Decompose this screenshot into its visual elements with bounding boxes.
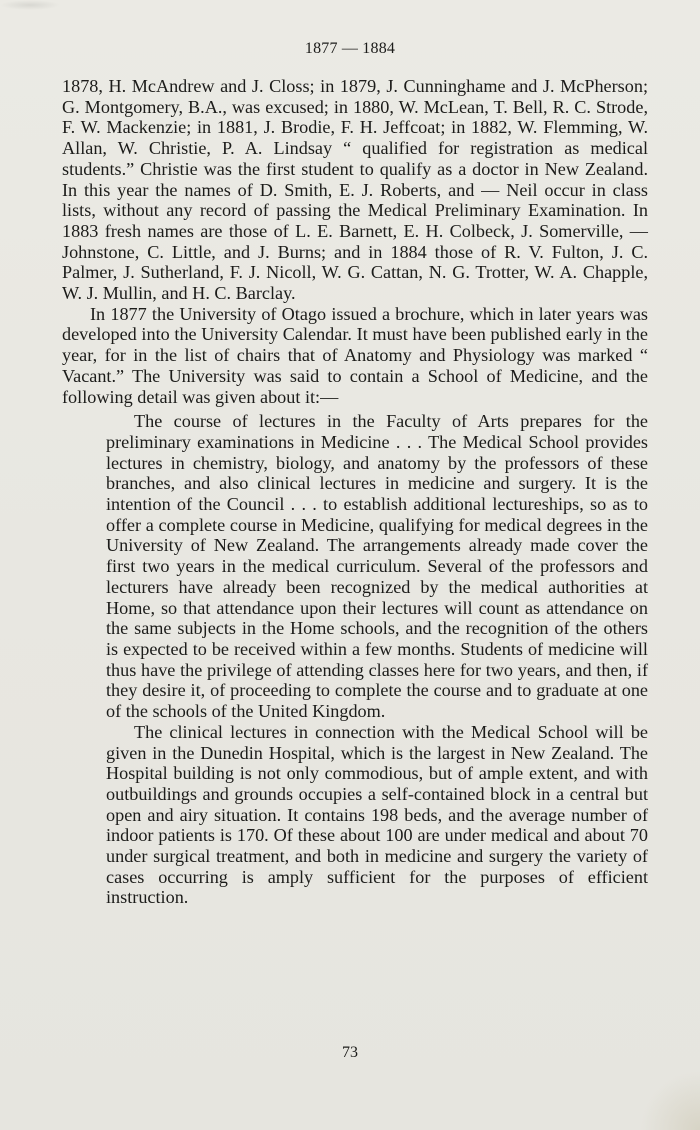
running-head: 1877 — 1884: [304, 40, 396, 57]
paragraph-names-list: 1878, H. McAndrew and J. Closs; in 1879, J. Cunninghame and J. McPherson; G. Montgomery, B.A., was excused; in 1880, W. McLean, T. Bell, R. C. Strode, F. W. Mackenzie; in 1881, J. Brodie, F. H. Jeffcoat; in 1882, W. Flemming, W. Allan, W. Christie, P. A. Lindsay “ qualified for registration as medical students.” Christie was the first student to qualify as a doctor in New Zealand. In this year the names of D. Smith, E. J. Roberts, and — Neil occur in class lists, without any record of passing the Medical Preliminary Examination. In 1883 fresh names are those of L. E. Barnett, E. H. Colbeck, J. Somerville, — Johnstone, C. Little, and J. Burns; and in 1884 those of R. V. Fulton, J. C. Palmer, J. Sutherland, F. J. Nicoll, W. G. Cattan, N. G. Trotter, W. A. Chapple, W. J. Mullin, and H. C. Barclay.: [62, 76, 648, 304]
page-number: 73: [342, 1044, 358, 1061]
quote-clinical-lectures: The clinical lectures in connection with the Medical School will be given in the Dunedin Hospital, which is the largest in New Zealand. The Hospital building is not only commodious, but of ample extent, and with outbuildings and grounds occupies a self-contained block in a central but open and airy situation. It contains 198 beds, and the average number of indoor patients is 170. Of these about 100 are under medical and about 70 under surgical treatment, and both in medicine and surgery the variety of cases occurring is amply sufficient for the purposes of efficient instruction.: [106, 721, 648, 908]
page-smudge: [0, 0, 60, 10]
quote-course-of-lectures: The course of lectures in the Faculty of Arts prepares for the preliminary examinations in Medicine . . . The Medical School provides lectures in chemistry, biology, and anatomy by the professors of these branches, and also clinical lectures in medicine and surgery. It is the intention of the Council . . . to establish additional lectureships, so as to offer a complete course in Medicine, qualifying for medical degrees in the University of New Zealand. The arrangements already made cover the first two years in the medical curriculum. Several of the professors and lecturers have already been recognized by the medical authorities at Home, so that attendance upon their lectures will count as attendance on the same subjects in the Home schools, and the recognition of the others is expected to be received within a few months. Students of medicine will thus have the privilege of attending classes here for two years, and then, if they desire it, of proceeding to complete the course and to graduate at one of the schools of the United Kingdom.: [106, 411, 648, 722]
corner-wear: [640, 1070, 700, 1130]
body-text: [62, 76, 648, 908]
paragraph-brochure: In 1877 the University of Otago issued a brochure, which in later years was developed into the University Calendar. It must have been published early in the year, for in the list of chairs that of Anatomy and Physiology was marked “ Vacant.” The University was said to contain a School of Medicine, and the following detail was given about it:—: [62, 303, 648, 407]
